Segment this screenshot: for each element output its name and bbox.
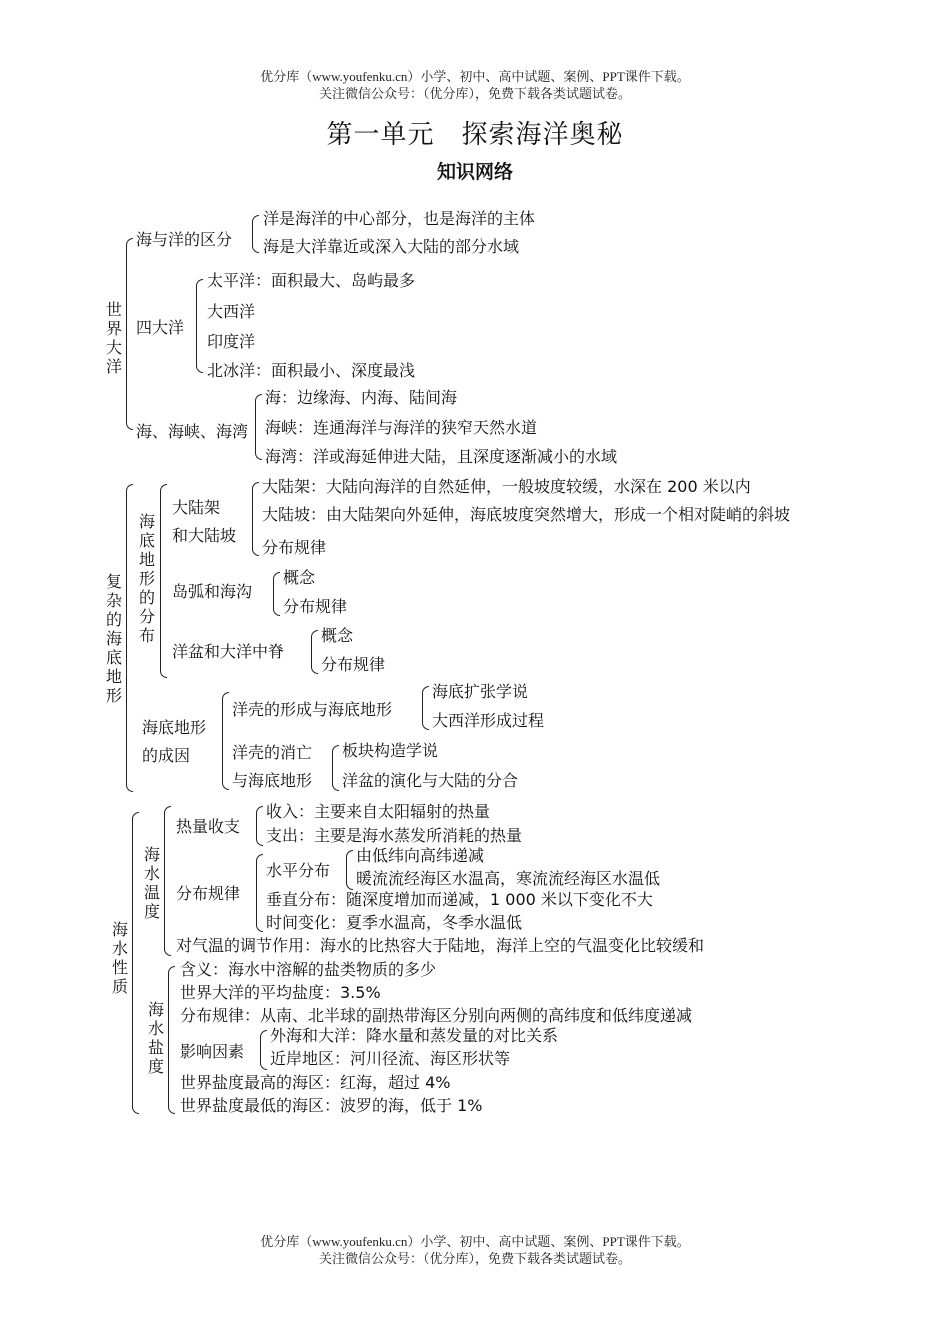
s1-sea-ocean-label: 海与洋的区分 <box>136 230 233 249</box>
s3-horizontal-label: 水平分布 <box>266 861 331 880</box>
s3-root-label: 海水性质 <box>111 920 128 996</box>
s1-sea-strait-bay-label: 海、海峡、海湾 <box>136 422 249 441</box>
s3-horizontal-item-1: 由低纬向高纬递减 <box>356 846 485 865</box>
s2-crust-consumption-label-1: 洋壳的消亡 <box>232 743 313 762</box>
s3-salinity-brace <box>168 966 175 1114</box>
s3-heat-budget-label: 热量收支 <box>176 817 241 836</box>
s3-salinity-highest: 世界盐度最高的海区：红海，超过 4% <box>180 1073 451 1092</box>
s3-heat-budget-brace <box>256 806 263 846</box>
s3-horizontal-item-2: 暖流流经海区水温高，寒流流经海区水温低 <box>356 869 661 888</box>
s3-horizontal-brace <box>346 850 353 890</box>
s2-cause-brace <box>222 692 229 790</box>
s2-basin-ridge-brace <box>311 630 318 674</box>
s3-influence-item-2: 近岸地区：河川径流、海区形状等 <box>270 1049 511 1068</box>
s1-ocean-indian: 印度洋 <box>207 332 256 351</box>
header-line-1: 优分库（www.youfenku.cn）小学、初中、高中试题、案例、PPT课件下载。 <box>260 69 690 84</box>
s1-ocean-atlantic: 大西洋 <box>207 302 256 321</box>
s2-crust-formation-item-2: 大西洋形成过程 <box>432 711 545 730</box>
s1-sea-ocean-item-1: 洋是海洋的中心部分，也是海洋的主体 <box>263 209 536 228</box>
s3-influence-brace <box>260 1030 267 1070</box>
s3-influence-item-1: 外海和大洋：降水量和蒸发量的对比关系 <box>270 1026 559 1045</box>
s3-climate-regulation: 对气温的调节作用：海水的比热容大于陆地，海洋上空的气温变化比较缓和 <box>176 936 705 955</box>
s2-arc-trench-brace <box>273 572 280 616</box>
s1-four-oceans-label: 四大洋 <box>136 318 185 337</box>
s1-strait-item: 海峡：连通海洋与海洋的狭窄天然水道 <box>265 418 538 437</box>
s3-temp-distribution-brace <box>256 854 263 932</box>
s2-cause-label-2: 的成因 <box>142 746 191 765</box>
footer-line-1: 优分库（www.youfenku.cn）小学、初中、高中试题、案例、PPT课件下载。 <box>260 1234 690 1249</box>
s1-root-brace <box>126 238 133 430</box>
header-line-2: 关注微信公众号：（优分库），免费下载各类试题试卷。 <box>318 86 631 101</box>
s3-influence-label: 影响因素 <box>180 1042 245 1061</box>
s3-salinity-definition: 含义：海水中溶解的盐类物质的多少 <box>180 960 437 979</box>
s2-crust-formation-brace <box>422 686 429 730</box>
s2-arc-trench-label: 岛弧和海沟 <box>172 582 253 601</box>
s1-four-oceans-brace <box>196 279 203 373</box>
s3-salinity-average: 世界大洋的平均盐度：3.5% <box>180 983 381 1002</box>
s2-root-label: 复杂的海底地形 <box>105 572 122 705</box>
s2-crust-consumption-label-2: 与海底地形 <box>232 771 313 790</box>
page-subtitle: 知识网络 <box>436 161 513 183</box>
s2-crust-formation-label: 洋壳的形成与海底地形 <box>232 700 393 719</box>
s2-distribution-brace <box>160 484 167 678</box>
s2-root-brace <box>126 484 133 792</box>
s2-shelf-brace <box>252 482 259 556</box>
s1-root-label: 世界大洋 <box>105 300 122 376</box>
s2-shelf-label-2: 和大陆坡 <box>172 526 237 545</box>
s3-heat-expense: 支出：主要是海水蒸发所消耗的热量 <box>266 826 523 845</box>
s2-shelf-item-3: 分布规律 <box>262 538 327 557</box>
s1-sea-item: 海：边缘海、内海、陆间海 <box>265 388 458 407</box>
s2-basin-ridge-label: 洋盆和大洋中脊 <box>172 642 285 661</box>
page-title: 第一单元 探索海洋奥秘 <box>326 120 624 150</box>
s1-sea-ocean-item-2: 海是大洋靠近或深入大陆的部分水域 <box>263 237 520 256</box>
s2-basin-ridge-item-2: 分布规律 <box>321 655 386 674</box>
s3-salinity-lowest: 世界盐度最低的海区：波罗的海，低于 1% <box>180 1096 483 1115</box>
s2-crust-consumption-item-1: 板块构造学说 <box>342 741 439 760</box>
s3-temp-distribution-label: 分布规律 <box>176 884 241 903</box>
s2-shelf-item-1: 大陆架：大陆向海洋的自然延伸，一般坡度较缓，水深在 200 米以内 <box>262 477 751 496</box>
s3-salinity-label: 海水盐度 <box>147 1000 164 1076</box>
s2-shelf-item-2: 大陆坡：由大陆架向外延伸，海底坡度突然增大，形成一个相对陡峭的斜坡 <box>262 505 791 524</box>
s2-crust-formation-item-1: 海底扩张学说 <box>432 682 529 701</box>
s1-sea-strait-bay-brace <box>255 394 262 460</box>
s2-cause-label-1: 海底地形 <box>142 718 207 737</box>
s2-arc-trench-item-2: 分布规律 <box>283 597 348 616</box>
s2-arc-trench-item-1: 概念 <box>283 568 316 587</box>
s3-temperature-brace <box>164 806 171 956</box>
s1-bay-item: 海湾：洋或海延伸进大陆，且深度逐渐减小的水域 <box>265 447 618 466</box>
s2-crust-consumption-item-2: 洋盆的演化与大陆的分合 <box>342 771 519 790</box>
s3-salinity-distribution: 分布规律：从南、北半球的副热带海区分别向两侧的高纬度和低纬度递减 <box>180 1006 693 1025</box>
s3-vertical-distribution: 垂直分布：随深度增加而递减，1 000 米以下变化不大 <box>266 890 653 909</box>
s3-time-variation: 时间变化：夏季水温高，冬季水温低 <box>266 913 523 932</box>
s3-temperature-label: 海水温度 <box>143 845 160 921</box>
s2-crust-consumption-brace <box>332 745 339 791</box>
s2-distribution-label: 海底地形的分布 <box>138 512 155 645</box>
s2-basin-ridge-item-1: 概念 <box>321 626 354 645</box>
s1-ocean-arctic: 北冰洋：面积最小、深度最浅 <box>207 361 416 380</box>
s1-ocean-pacific: 太平洋：面积最大、岛屿最多 <box>207 271 416 290</box>
s3-root-brace <box>132 812 139 1114</box>
footer-line-2: 关注微信公众号：（优分库），免费下载各类试题试卷。 <box>318 1251 631 1266</box>
s2-shelf-label-1: 大陆架 <box>172 498 221 517</box>
s1-sea-ocean-brace <box>252 215 259 253</box>
s3-heat-income: 收入：主要来自太阳辐射的热量 <box>266 802 491 821</box>
